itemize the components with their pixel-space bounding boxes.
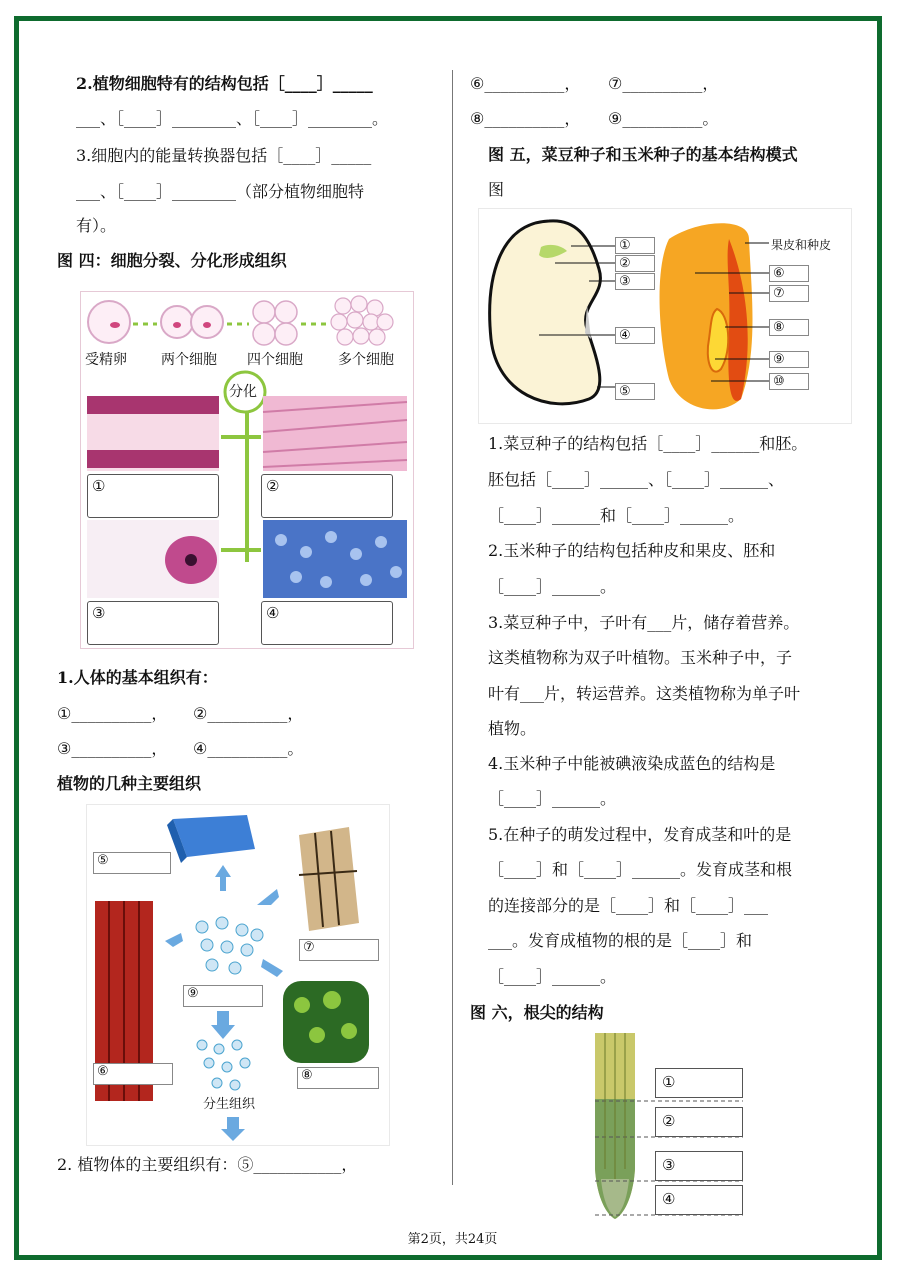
seed-q5-b: ［____］和［____］______。发育成茎和根 [488,860,793,879]
seed-box-3: ③ [615,273,655,290]
seed-q5-d: ___。发育成植物的根的是［____］和 [488,931,753,950]
q2-line2: ___、［____］________、［____］________。 [76,109,389,128]
seed-q3-a: 3.菜豆种子中，子叶有___片，储存着营养。 [488,613,800,632]
tissue-box-4-label: ④ [266,604,280,622]
seed-q2-a: 2.玉米种子的结构包括种皮和果皮、胚和 [488,541,776,560]
seed-box-5: ⑤ [615,383,655,400]
fig4-title: 图 四：细胞分裂、分化形成组织 [57,251,287,270]
q2-line1: 2.植物细胞特有的结构包括［____］_____ [76,74,373,93]
seed-box-6: ⑥ [769,265,809,282]
seed-q5-a: 5.在种子的萌发过程中，发育成茎和叶的是 [488,825,792,844]
plant-tissue-7: ⑦__________， [608,74,719,93]
seed-q1-b: 胚包括［____］______、［____］______、 [488,470,785,489]
seed-box-1: ① [615,237,655,254]
tissue-box-4 [261,601,393,645]
seed-q3-c: 叶有___片，转运营养。这类植物称为单子叶 [488,684,801,703]
q3-line1: 3.细胞内的能量转换器包括［____］_____ [76,146,372,165]
root-tip-figure [574,1028,752,1222]
root-box-3-label: ③ [662,1156,676,1174]
meristem-label: 分生组织 [203,1097,256,1112]
page-footer: 第2页，共24页 [407,1232,498,1247]
plant-tissue-figure [86,804,390,1146]
root-box-2 [655,1107,743,1137]
root-box-4-label: ④ [662,1190,676,1208]
plant-box-8: ⑧ [297,1067,379,1089]
seed-q4-a: 4.玉米种子中能被碘液染成蓝色的结构是 [488,754,776,773]
human-tissue-2: ②__________， [193,704,304,723]
root-box-1 [655,1068,743,1098]
stage-fertilized-egg: 受精卵 [85,352,127,368]
human-tissue-4: ④__________。 [193,739,304,758]
root-box-3 [655,1151,743,1181]
tissue-box-2-label: ② [266,477,280,495]
human-tissue-1: ①__________， [57,704,168,723]
tissue-box-1 [87,474,219,518]
stage-four-cells: 四个细胞 [247,352,303,368]
plant-box-5: ⑤ [93,852,171,874]
seed-q5-e: ［____］______。 [488,967,617,986]
seed-q2-b: ［____］______。 [488,577,617,596]
plant-box-7: ⑦ [299,939,379,961]
tissue-box-1-label: ① [92,477,106,495]
seed-box-9: ⑨ [769,351,809,368]
tissue-box-2 [261,474,393,518]
seed-box-7: ⑦ [769,285,809,302]
cell-division-figure [80,291,414,649]
seed-structure-figure [478,208,852,424]
root-box-4 [655,1185,743,1215]
differentiation-label: 分化 [229,384,257,400]
plant-tissue-9: ⑨__________。 [608,109,719,128]
q3-line3: 有）。 [76,216,117,235]
seed-box-2: ② [615,255,655,272]
seed-box-4: ④ [615,327,655,344]
fig5-title-line1: 图 五，菜豆种子和玉米种子的基本结构模式 [488,145,798,164]
human-tissue-3: ③__________， [57,739,168,758]
root-box-1-label: ① [662,1073,676,1091]
column-divider [452,70,453,1185]
seed-q5-c: 的连接部分的是［____］和［____］___ [488,896,769,915]
plant-box-9: ⑨ [183,985,263,1007]
tissue-box-3-label: ③ [92,604,106,622]
human-tissue-question: 1.人体的基本组织有： [57,668,218,687]
plant-tissue-6: ⑥__________， [470,74,581,93]
seed-q1-a: 1.菜豆种子的结构包括［____］______和胚。 [488,434,808,453]
fig5-title-line2: 图 [488,180,505,199]
plant-tissue-title: 植物的几种主要组织 [57,774,202,793]
cell-division-illustration [81,292,413,648]
seed-q4-b: ［____］______。 [488,789,617,808]
seed-q1-c: ［____］______和［____］______。 [488,506,745,525]
fig6-title: 图 六，根尖的结构 [470,1003,604,1022]
tissue-box-3 [87,601,219,645]
root-box-2-label: ② [662,1112,676,1130]
q3-line2: ___、［____］________（部分植物细胞特 [76,182,365,201]
stage-many-cells: 多个细胞 [338,352,394,368]
seed-q3-b: 这类植物称为双子叶植物。玉米种子中，子 [488,648,793,667]
seed-box-8: ⑧ [769,319,809,336]
stage-two-cells: 两个细胞 [161,352,217,368]
pericarp-label: 果皮和种皮 [771,238,832,252]
plant-tissue-question: 2. 植物体的主要组织有：⑤___________， [57,1155,358,1174]
plant-tissue-8: ⑧__________， [470,109,581,128]
seed-box-10: ⑩ [769,373,809,390]
seed-q3-d: 植物。 [488,719,537,738]
plant-box-6: ⑥ [93,1063,173,1085]
